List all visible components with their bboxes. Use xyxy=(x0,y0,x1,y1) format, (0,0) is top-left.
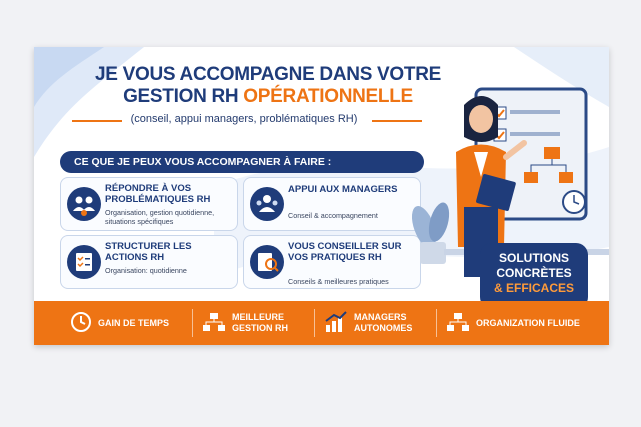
magnifier-document-icon xyxy=(250,245,284,279)
card-structurer xyxy=(60,235,238,289)
card-description: Conseil & accompagnement xyxy=(288,211,378,220)
footer-divider xyxy=(436,309,437,337)
footer-divider xyxy=(192,309,193,337)
badge-line-1: SOLUTIONS xyxy=(498,251,569,265)
footer-label: ORGANIZATION FLUIDE xyxy=(476,317,580,328)
card-title: APPUI AUX MANAGERS xyxy=(288,184,398,195)
subtitle: (conseil, appui managers, problématiques RH) xyxy=(130,113,358,125)
footer-item-organisation xyxy=(446,301,580,345)
badge-line-2: CONCRÈTES xyxy=(496,266,572,280)
org-chart-icon xyxy=(202,311,226,335)
solutions-badge xyxy=(480,243,588,309)
growth-chart-icon xyxy=(324,311,348,335)
clock-icon xyxy=(70,311,92,335)
footer-item-gestion-rh xyxy=(202,301,298,345)
card-title: STRUCTURER LES ACTIONS RH xyxy=(105,241,192,263)
headline-prefix: GESTION RH xyxy=(123,85,239,107)
benefits-footer xyxy=(34,301,609,345)
team-support-icon xyxy=(250,187,284,221)
footer-label: MANAGERS AUTONOMES xyxy=(354,312,413,333)
headline-accent: OPÉRATIONNELLE xyxy=(243,85,413,107)
badge-line-3: & EFFICACES xyxy=(493,281,574,295)
hierarchy-icon xyxy=(446,311,470,335)
footer-label: MEILLEURE GESTION RH xyxy=(232,312,289,333)
card-description: Organisation, gestion quotidienne, situations spécifiques xyxy=(105,208,215,226)
footer-item-gain-temps xyxy=(70,301,169,345)
footer-item-managers xyxy=(324,301,430,345)
card-description: Organisation: quotidienne xyxy=(105,266,187,275)
card-title: VOUS CONSEILLER SUR VOS PRATIQUES RH xyxy=(288,241,402,263)
users-gear-icon xyxy=(67,187,101,221)
headline-line-1: JE VOUS ACCOMPAGNE DANS VOTRE xyxy=(94,64,441,85)
section-header: CE QUE JE PEUX VOUS ACCOMPAGNER À FAIRE : xyxy=(60,151,424,173)
footer-label: GAIN DE TEMPS xyxy=(98,317,170,328)
card-problematiques xyxy=(60,177,238,231)
footer-divider xyxy=(314,309,315,337)
hr-banner xyxy=(34,47,609,345)
card-title: RÉPONDRE À VOS PROBLÉMATIQUES RH xyxy=(105,183,211,205)
checklist-board-icon xyxy=(67,245,101,279)
card-description: Conseils & meilleures pratiques xyxy=(288,277,389,286)
